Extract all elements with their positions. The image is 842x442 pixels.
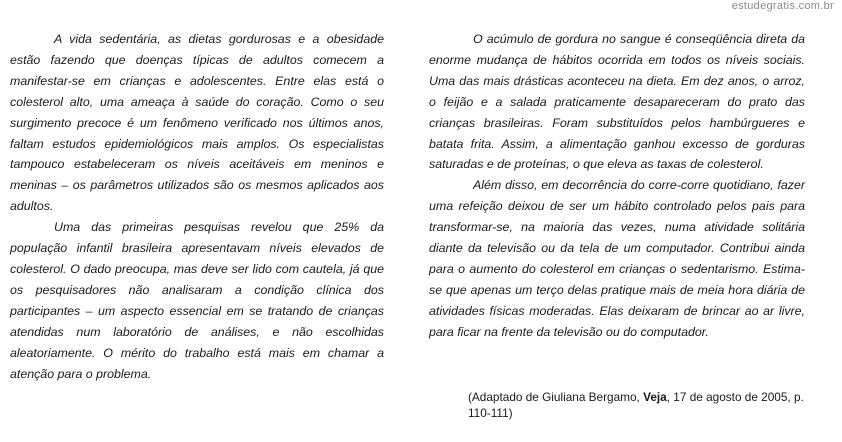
site-watermark: estudegratis.com.br (731, 0, 834, 12)
paragraph-2: Uma das primeiras pesquisas revelou que 25% da população infantil brasileira apresentavam níveis elevados de colesterol. O dado preocupa, mas deve ser lido com cautela, já que os pesquisadores não analisaram a condição clínica dos participantes – um aspecto essencial em se tratando de crianças atendidas num laboratório de análises, e não escolhidas aleatoriamente. O mérito do trabalho está mais em chamar a atenção para o problema. (10, 220, 384, 381)
source-publication: Veja (643, 390, 667, 404)
source-suffix: , 17 de agosto de 2005, p. 110-111) (468, 390, 804, 420)
paragraph-4: Além disso, em decorrência do corre-corre quotidiano, fazer uma refeição deixou de ser um hábito controlado pelos pais para transformar-se, na maioria das vezes, numa atividade solitária diante da televisão ou da tela de um computador. Contribui ainda para o aumento do colesterol em crianças o sedentarismo. Estima-se que apenas um terço delas pratique mais de meia hora diária de atividades físicas moderadas. Elas deixaram de brincar ao ar livre, para ficar na frente da televisão ou do computador. (429, 178, 805, 339)
paragraph-1: A vida sedentária, as dietas gordurosas e a obesidade estão fazendo que doenças típicas de adultos comecem a manifestar-se em crianças e adolescentes. Entre elas está o colesterol alto, uma ameaça à saúde do coração. Como o seu surgimento precoce é um fenômeno verificado nos últimos anos, faltam estudos epidemiológicos mais amplos. Os especialistas tampouco estabeleceram os níveis aceitáveis em meninos e meninas – os parâmetros utilizados são os mesmos aplicados aos adultos. (10, 32, 384, 214)
source-prefix: (Adaptado de Giuliana Bergamo, (468, 390, 644, 404)
source-citation (468, 390, 813, 421)
left-text-column (10, 29, 384, 384)
right-text-column (429, 29, 805, 343)
paragraph-3: O acúmulo de gordura no sangue é conseqüência direta da enorme mudança de hábitos ocorrida em todos os níveis sociais. Uma das mais drásticas aconteceu na dieta. Em dez anos, o arroz, o feijão e a salada praticamente desapareceram do prato das crianças brasileiras. Foram substituídos pelos hambúrgueres e batata frita. Assim, a alimentação ganhou excesso de gorduras saturadas e de proteínas, o que eleva as taxas de colesterol. (429, 32, 805, 172)
